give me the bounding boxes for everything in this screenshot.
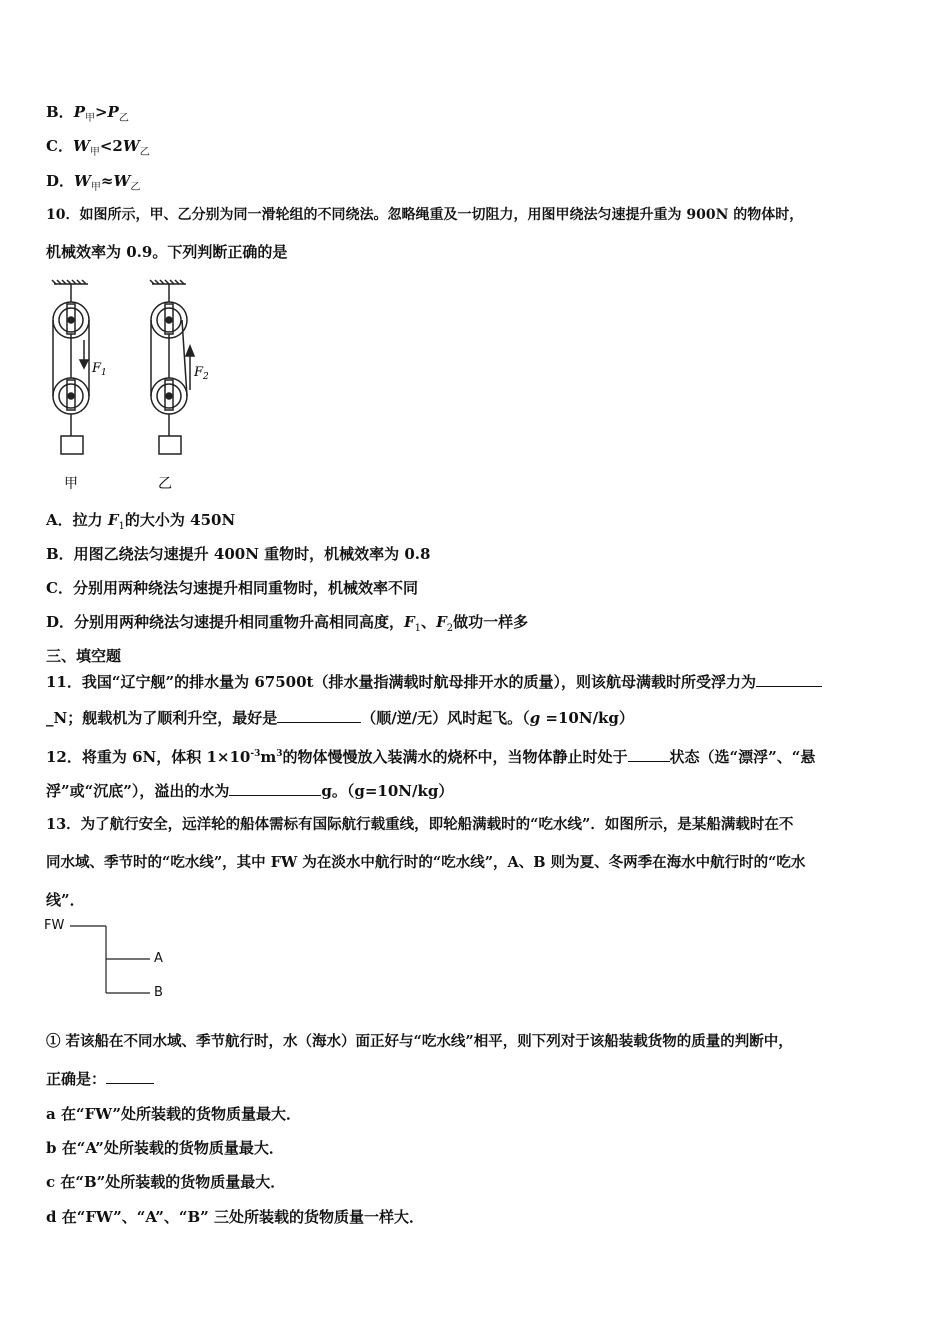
q12-blank-2[interactable] [229, 781, 321, 796]
q13-option-d: d 在“FW”、“A”、“B” 三处所装载的货物质量一样大． [46, 1208, 425, 1226]
q9-option-b: B．$P_甲>P_乙$ [46, 103, 129, 124]
q13-line2: 同水域、季节时的“吃水线”，其中 FW 为在淡水中航行时的“吃水线”，A、B 则为夏、冬两季在海水中航行时的“吃水 [46, 854, 806, 871]
caption-right: 乙 [158, 476, 172, 492]
q11-line2: _N；舰载机为了顺利升空，最好是 （顺/逆/无）风时起飞。（g =10N/kg） [46, 709, 634, 727]
section-heading: 三、填空题 [46, 647, 122, 665]
q10-stem-line2: 机械效率为 0.9。下列判断正确的是 [46, 243, 288, 261]
f1-label: $F_1$ [92, 361, 107, 378]
f2-label: $F_2$ [194, 365, 209, 382]
q13-line3: 线”． [46, 891, 85, 909]
q12-line2: 浮”或“沉底”），溢出的水为 g。（g=10N/kg） [46, 782, 454, 800]
q10-option-b: B．用图乙绕法匀速提升 400N 重物时，机械效率为 0.8 [46, 545, 431, 563]
q9-option-c: C．$W_甲<2W_乙$ [46, 137, 150, 158]
q12-blank-1[interactable] [628, 747, 670, 762]
q13-option-c: c 在“B”处所装载的货物质量最大． [46, 1173, 286, 1191]
q10-option-c: C．分别用两种绕法匀速提升相同重物时，机械效率不同 [46, 579, 418, 597]
pulley-figure [44, 278, 234, 493]
caption-left: 甲 [64, 476, 78, 492]
waterline-fw-label: FW [44, 918, 65, 933]
q13-line1: 13．为了航行安全，远洋轮的船体需标有国际航行载重线，即轮船满载时的“吃水线”．如图所示，是某船满载时在不 [46, 816, 794, 833]
q13-option-b: b 在“A”处所装载的货物质量最大． [46, 1139, 284, 1157]
q12-line1: 12．将重为 6N，体积 $1\times 10^{-3}m^3$的物体慢慢放入装满水的烧杯中，当物体静止时处于 状态（选“漂浮”、“悬 [46, 748, 816, 766]
q10-option-a: A．拉力 $F_1$的大小为 450N [46, 511, 236, 532]
q13-sub1-line2: 正确是： [46, 1069, 154, 1089]
q10-option-d: D．分别用两种绕法匀速提升相同重物升高相同高度，$F_1$、$F_2$做功一样多 [46, 613, 529, 634]
waterline-a-label: A [154, 951, 163, 966]
q11-blank-1[interactable] [756, 672, 822, 687]
pulley-left [52, 280, 89, 454]
q9-option-d: D．$W_甲\approx W_乙$ [46, 172, 141, 193]
waterline-figure [40, 915, 180, 1005]
waterline-b-label: B [154, 985, 163, 1000]
q11-blank-2[interactable] [277, 708, 361, 723]
q13-answer-blank[interactable] [106, 1069, 154, 1084]
pulley-right [150, 280, 194, 454]
q13-sub1-line1: ① 若该船在不同水域、季节航行时，水（海水）面正好与“吃水线”相平，则下列对于该船装载货物的质量的判断中， [46, 1033, 793, 1050]
q10-stem-line1: 10．如图所示，甲、乙分别为同一滑轮组的不同绕法。忽略绳重及一切阻力，用图甲绕法匀速提升重为 900N 的物体时， [46, 207, 804, 223]
q13-option-a: a 在“FW”处所装载的货物质量最大． [46, 1105, 301, 1123]
q11-line1: 11．我国“辽宁舰”的排水量为 67500t（排水量指满载时航母排开水的质量），则该航母满载时所受浮力为 [46, 672, 822, 692]
